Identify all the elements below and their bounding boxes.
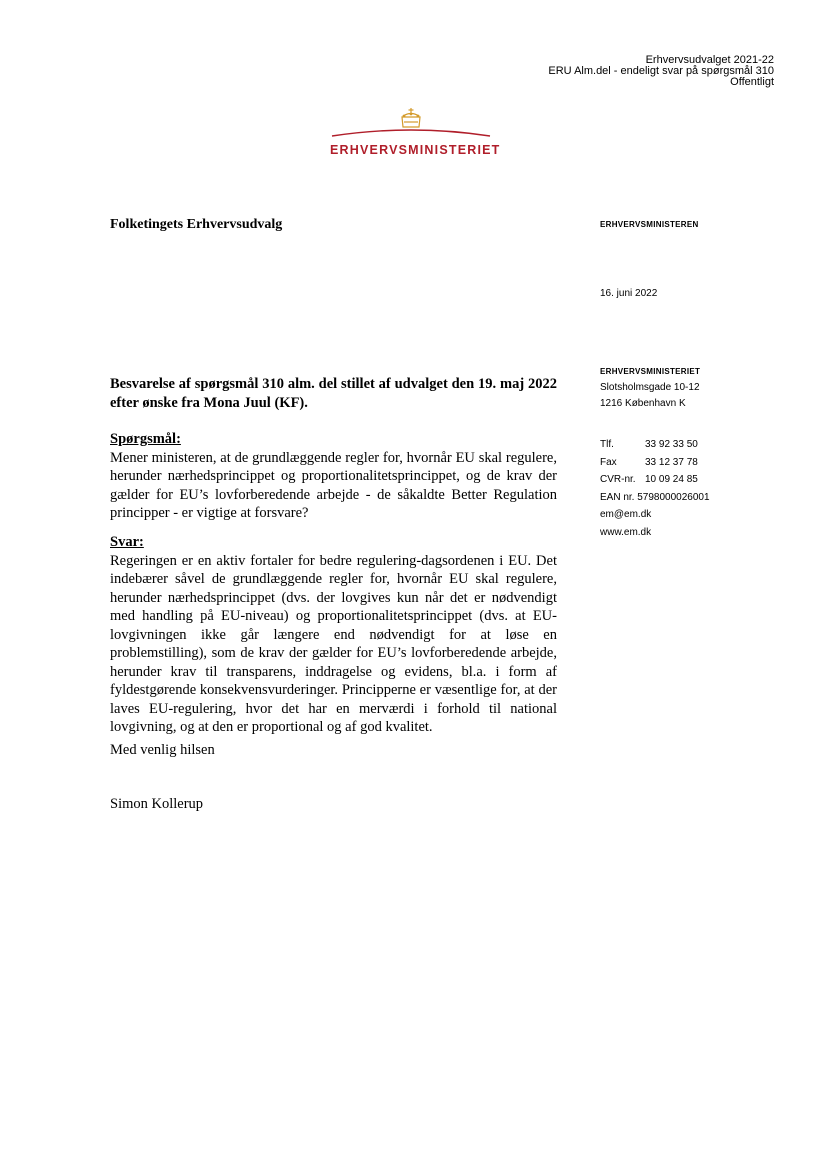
document-header-meta	[548, 55, 774, 88]
crown-icon	[330, 102, 492, 142]
sender-org: ERHVERVSMINISTERIET	[600, 367, 701, 376]
closing-greeting: Med venlig hilsen	[110, 742, 215, 758]
contact-ean: EAN nr. 5798000026001	[600, 491, 710, 503]
reference-line: ERU Alm.del - endeligt svar på spørgsmål 310	[548, 65, 774, 77]
answer-heading: Svar:	[110, 534, 144, 550]
answer-section	[110, 533, 557, 737]
contact-label: Fax	[600, 456, 617, 468]
sender-street: Slotsholmsgade 10-12	[600, 382, 700, 393]
sender-postal: 1216 København K	[600, 398, 686, 409]
contact-website: www.em.dk	[600, 526, 652, 538]
contact-value: 33 92 33 50	[645, 439, 698, 450]
contact-block	[600, 436, 710, 541]
contact-fax	[600, 454, 710, 472]
answer-text: Regeringen er en aktiv fortaler for bedre regulering-dagsordenen i EU. Det indebærer såvel de grundlæggende regler for, hvornår EU skal regulere, herunder nærhedsprincippet (dvs. der lovgives kun når det er nødvendigt med handling på EU-niveau) og proportionalitetsprincippet (dvs. at EU-lovgivningen ikke går længere end nødvendigt for at løse en problemstilling), som de krav der gælder for EU’s lovforberedende arbejde, herunder krav til transparens, inddragelse og evidens, bl.a. i form af fyldestgørende konsekvensvurderinger. Principperne er væsentlige for, at der laves EU-regulering, hvor det har en merværdi i forhold til national lovgivning, og at den er proportional og af god kvalitet.	[110, 552, 557, 735]
question-text: Mener ministeren, at de grundlæggende regler for, hvornår EU skal regulere, herunder nærhedsprincippet og proportionalitetsprincippet, og de krav der gælder for EU’s lovforberedende arbejde - de såkaldte Better Regulation principper - er vigtige at forsvare?	[110, 449, 557, 521]
contact-label: CVR-nr.	[600, 474, 636, 485]
contact-cvr	[600, 471, 710, 489]
contact-phone	[600, 436, 710, 454]
letter-subject: Besvarelse af spørgsmål 310 alm. del stillet af udvalget den 19. maj 2022 efter ønske fra Mona Juul (KF).	[110, 376, 557, 411]
contact-value: 33 12 37 78	[645, 456, 698, 468]
contact-email: em@em.dk	[600, 509, 652, 520]
signature-name: Simon Kollerup	[110, 796, 204, 812]
ministry-logo	[330, 102, 501, 162]
contact-value: 10 09 24 85	[645, 474, 698, 485]
sender-address-block	[600, 364, 700, 412]
letter-date: 16. juni 2022	[600, 288, 658, 299]
sender-title: ERHVERVSMINISTEREN	[600, 220, 699, 229]
contact-label: Tlf.	[600, 439, 614, 450]
logo-wordmark: ERHVERVSMINISTERIET	[330, 143, 501, 157]
question-heading: Spørgsmål:	[110, 431, 181, 447]
committee-line: Erhvervsudvalget 2021-22	[645, 54, 774, 66]
question-section	[110, 430, 557, 523]
publicity-line: Offentligt	[730, 76, 774, 88]
recipient-name: Folketingets Erhvervsudvalg	[110, 217, 283, 232]
